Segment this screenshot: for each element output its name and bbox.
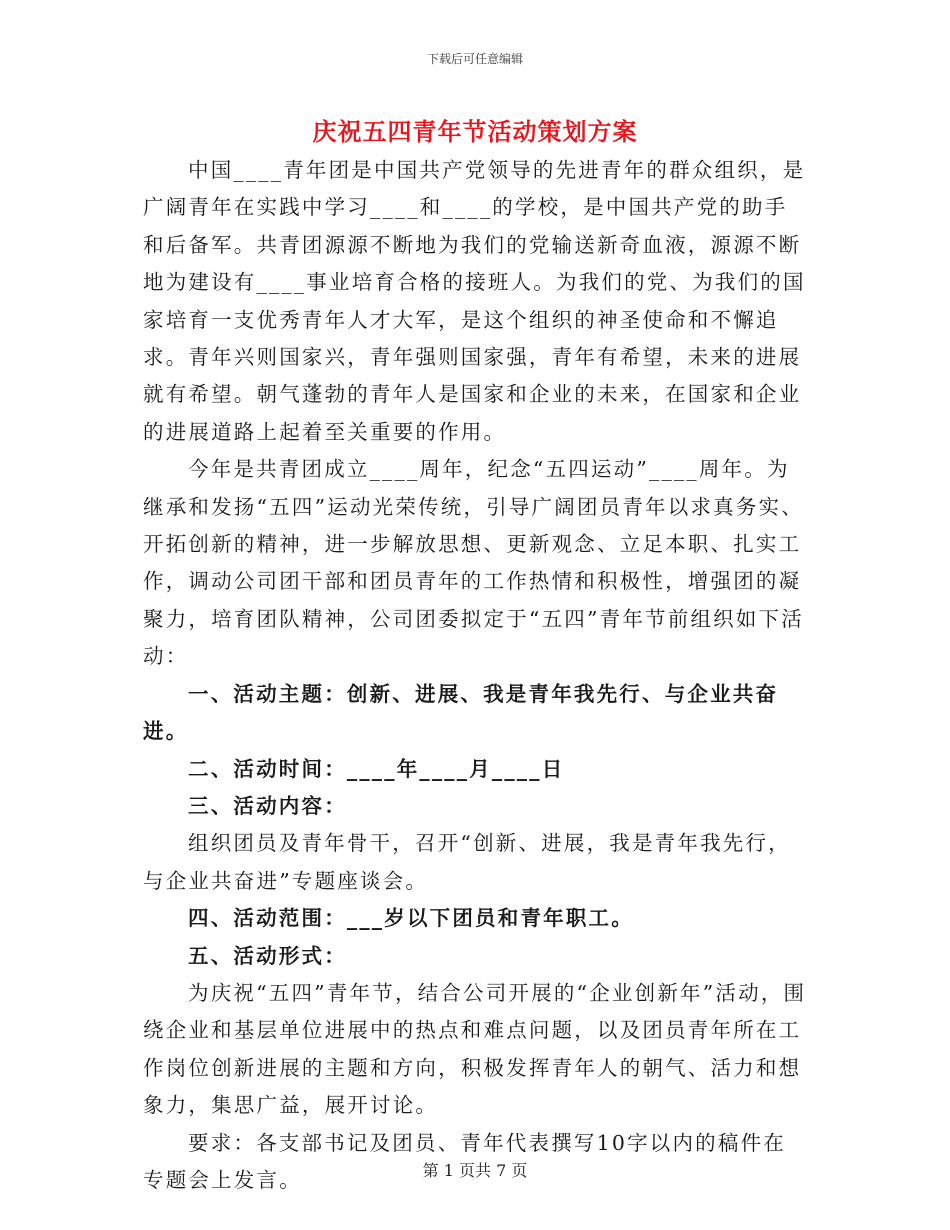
paragraph-background: 今年是共青团成立____周年，纪念“五四运动”____周年。为继承和发扬“五四”运动光荣传统，引导广阔团员青年以求真务实、开拓创新的精神，进一步解放思想、更新观念、立足本职、扎实工作，调动公司团干部和团员青年的工作热情和积极性，增强团的凝聚力，培育团队精神，公司团委拟定于“五四”青年节前组织如下活动： (143, 457, 804, 669)
section-time: 二、活动时间：____年____月____日 (188, 756, 565, 781)
page-header: 下载后可任意编辑 (426, 52, 523, 66)
section-form: 五、活动形式： (188, 943, 347, 968)
paragraph-intro: 中国____青年团是中国共产党领导的先进青年的群众组织，是广阔青年在实践中学习____和____的学校，是中国共产党的助手和后备军。共青团源源不断地为我们的党输送新奇血液，源源不断地为建设有____事业培育合格的接班人。为我们的党、为我们的国家培育一支优秀青年人才大军，是这个组织的神圣使命和不懈追求。青年兴则国家兴，青年强则国家强，青年有希望，未来的进展就有希望。朝气蓬勃的青年人是国家和企业的未来，在国家和企业的进展道路上起着至关重要的作用。 (143, 158, 806, 444)
section-theme: 一、活动主题：创新、进展、我是青年我先行、与企业共奋进。 (143, 681, 779, 744)
paragraph-content: 组织团员及青年骨干，召开“创新、进展，我是青年我先行，与企业共奋进”专题座谈会。 (143, 831, 791, 893)
document-body (143, 152, 808, 1199)
section-content: 三、活动内容： (188, 793, 347, 818)
paragraph-requirement: 要求：各支部书记及团员、青年代表撰写10字以内的稿件在专题会上发言。 (143, 1130, 786, 1192)
section-scope: 四、活动范围：___岁以下团员和青年职工。 (188, 906, 634, 931)
paragraph-form: 为庆祝“五四”青年节，结合公司开展的“企业创新年”活动，围绕企业和基层单位进展中的热点和难点问题，以及团员青年所在工作岗位创新进展的主题和方向，积极发挥青年人的朝气、活力和想象力，集思广益，展开讨论。 (143, 980, 807, 1118)
page-footer: 第 1 页共 7 页 (422, 1161, 528, 1180)
document-title: 庆祝五四青年节活动策划方案 (312, 117, 638, 146)
